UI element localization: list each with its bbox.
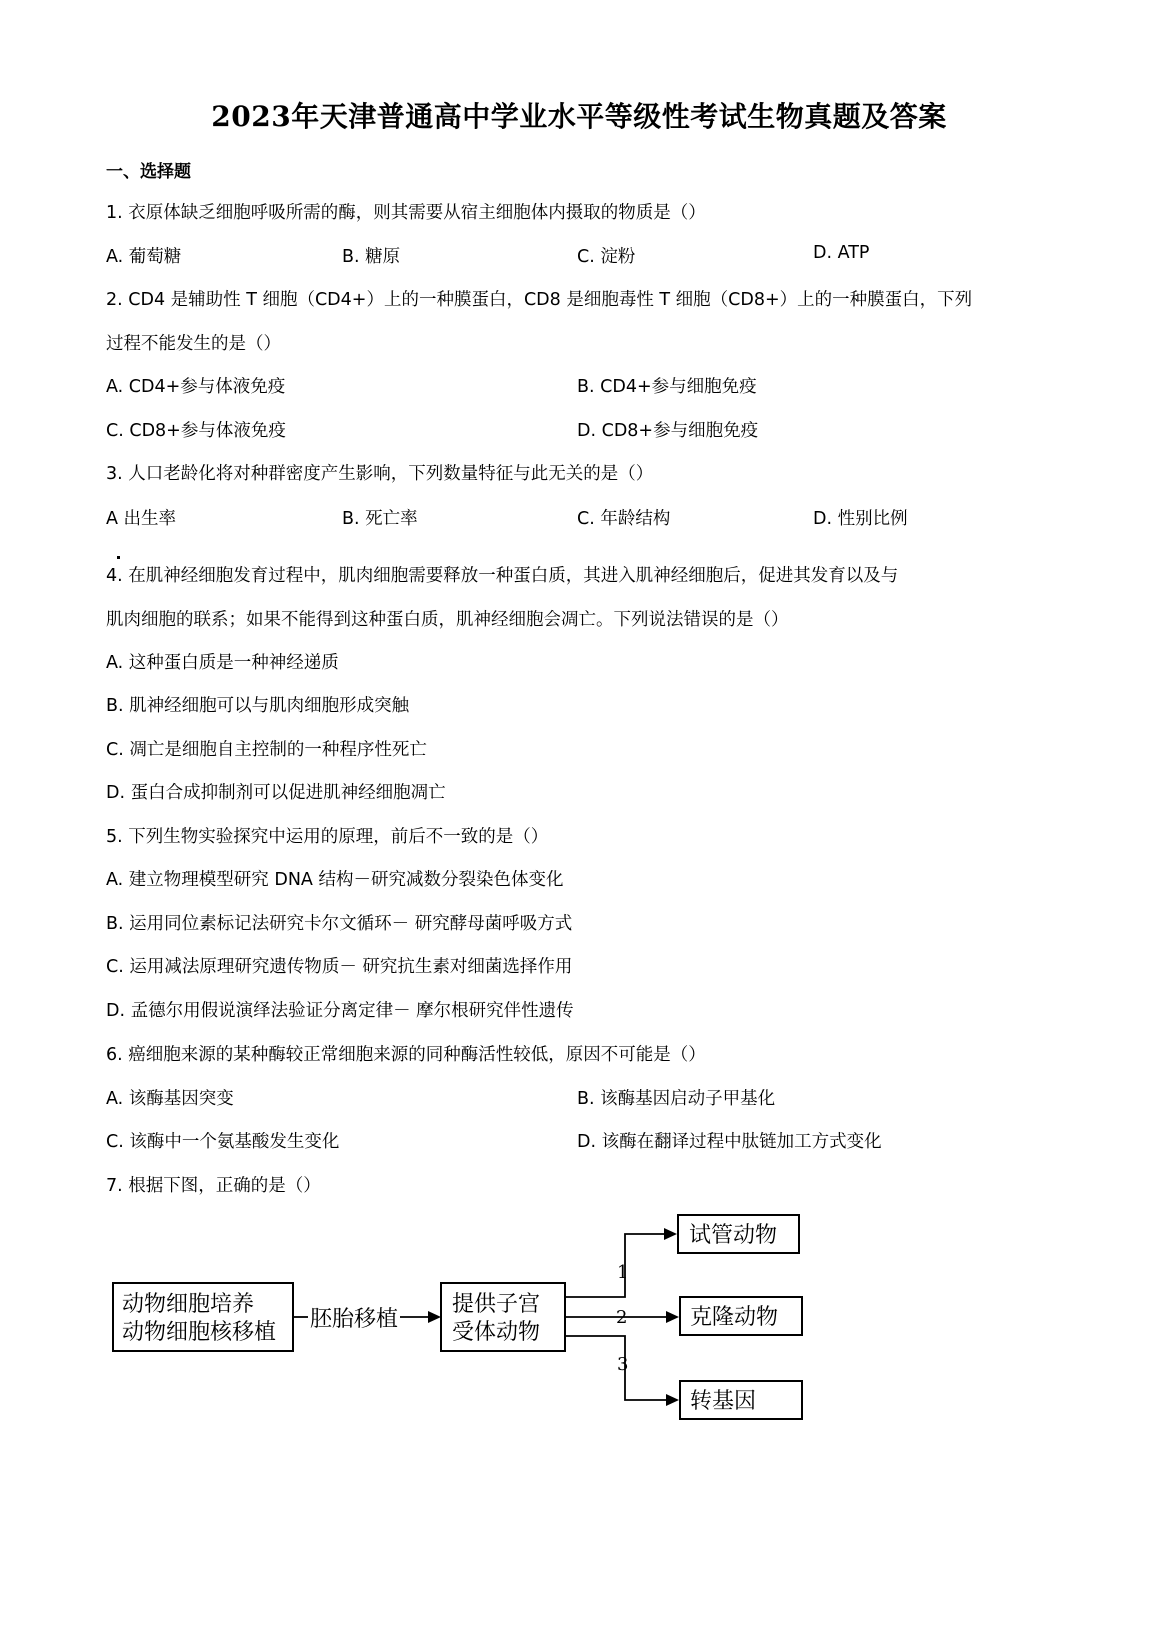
out1-label: 试管动物 [689,1223,778,1248]
question-2-stem-line2: 过程不能发生的是（） [106,334,281,354]
q1-option-c: C. 淀粉 [577,247,636,267]
q2-option-b: B. CD4+参与细胞免疫 [577,377,757,397]
question-7-stem: 7. 根据下图，正确的是（） [106,1176,321,1196]
branch1-head [664,1228,677,1240]
branch3-head [666,1394,679,1406]
branch3-line [565,1336,667,1400]
q5-option-b: B. 运用同位素标记法研究卡尔文循环－ 研究酵母菌呼吸方式 [106,914,573,934]
box1-line1: 动物细胞培养 [122,1292,255,1317]
question-2-stem-line1: 2. CD4 是辅助性 T 细胞（CD4+）上的一种膜蛋白，CD8 是细胞毒性 T 细胞（CD8+）上的一种膜蛋白，下列 [106,290,973,310]
question-4-stem-line2: 肌肉细胞的联系；如果不能得到这种蛋白质，肌神经细胞会凋亡。下列说法错误的是（） [106,610,789,630]
question-5-stem: 5. 下列生物实验探究中运用的原理，前后不一致的是（） [106,827,549,847]
branch2-number: 2 [616,1307,628,1328]
out2-label: 克隆动物 [690,1305,779,1330]
branch3-number: 3 [617,1354,629,1375]
q3-option-c: C. 年龄结构 [577,509,671,529]
branch1-line [565,1234,665,1297]
q4-option-d: D. 蛋白合成抑制剂可以促进肌神经细胞凋亡 [106,783,446,803]
box2-line2: 受体动物 [452,1320,541,1345]
q4-option-c: C. 凋亡是细胞自主控制的一种程序性死亡 [106,740,427,760]
q6-option-d: D. 该酶在翻译过程中肽链加工方式变化 [577,1132,882,1152]
q1-option-b: B. 糖原 [342,247,401,267]
box1-line2: 动物细胞核移植 [122,1320,277,1345]
q2-option-a: A. CD4+参与体液免疫 [106,377,286,397]
q5-option-d: D. 孟德尔用假说演绎法验证分离定律－ 摩尔根研究伴性遗传 [106,1001,574,1021]
q6-option-a: A. 该酶基因突变 [106,1089,234,1109]
q2-option-c: C. CD8+参与体液免疫 [106,421,286,441]
arrow1-head [428,1311,441,1323]
q6-option-b: B. 该酶基因启动子甲基化 [577,1089,776,1109]
arrow1-label: 胚胎移植 [310,1307,399,1332]
q5-option-a: A. 建立物理模型研究 DNA 结构－研究减数分裂染色体变化 [106,870,564,890]
out3-label: 转基因 [690,1389,757,1414]
branch2-head [666,1311,679,1323]
q5-option-c: C. 运用减法原理研究遗传物质－ 研究抗生素对细菌选择作用 [106,957,573,977]
branch1-number: 1 [617,1262,629,1283]
q6-option-c: C. 该酶中一个氨基酸发生变化 [106,1132,340,1152]
question-6-stem: 6. 癌细胞来源的某种酶较正常细胞来源的同种酶活性较低，原因不可能是（） [106,1045,706,1065]
q2-option-d: D. CD8+参与细胞免疫 [577,421,759,441]
section-heading: 一、选择题 [106,162,191,182]
q1-option-a: A. 葡萄糖 [106,247,182,267]
q3-option-d: D. 性别比例 [813,509,908,529]
box2-line1: 提供子宫 [452,1292,541,1317]
q4-option-a: A. 这种蛋白质是一种神经递质 [106,653,339,673]
question-1-stem: 1. 衣原体缺乏细胞呼吸所需的酶，则其需要从宿主细胞体内摄取的物质是（） [106,203,706,223]
q3-option-a: A 出生率 [106,509,177,529]
question-3-stem: 3. 人口老龄化将对种群密度产生影响，下列数量特征与此无关的是（） [106,464,654,484]
q4-option-b: B. 肌神经细胞可以与肌肉细胞形成突触 [106,696,410,716]
page-title: 2023年天津普通高中学业水平等级性考试生物真题及答案 [211,100,947,133]
q1-option-d: D. ATP [813,243,870,263]
question-4-stem-line1: 4. 在肌神经细胞发育过程中，肌肉细胞需要释放一种蛋白质，其进入肌神经细胞后，促进其发育以及与 [106,566,899,586]
q3-option-b: B. 死亡率 [342,509,418,529]
